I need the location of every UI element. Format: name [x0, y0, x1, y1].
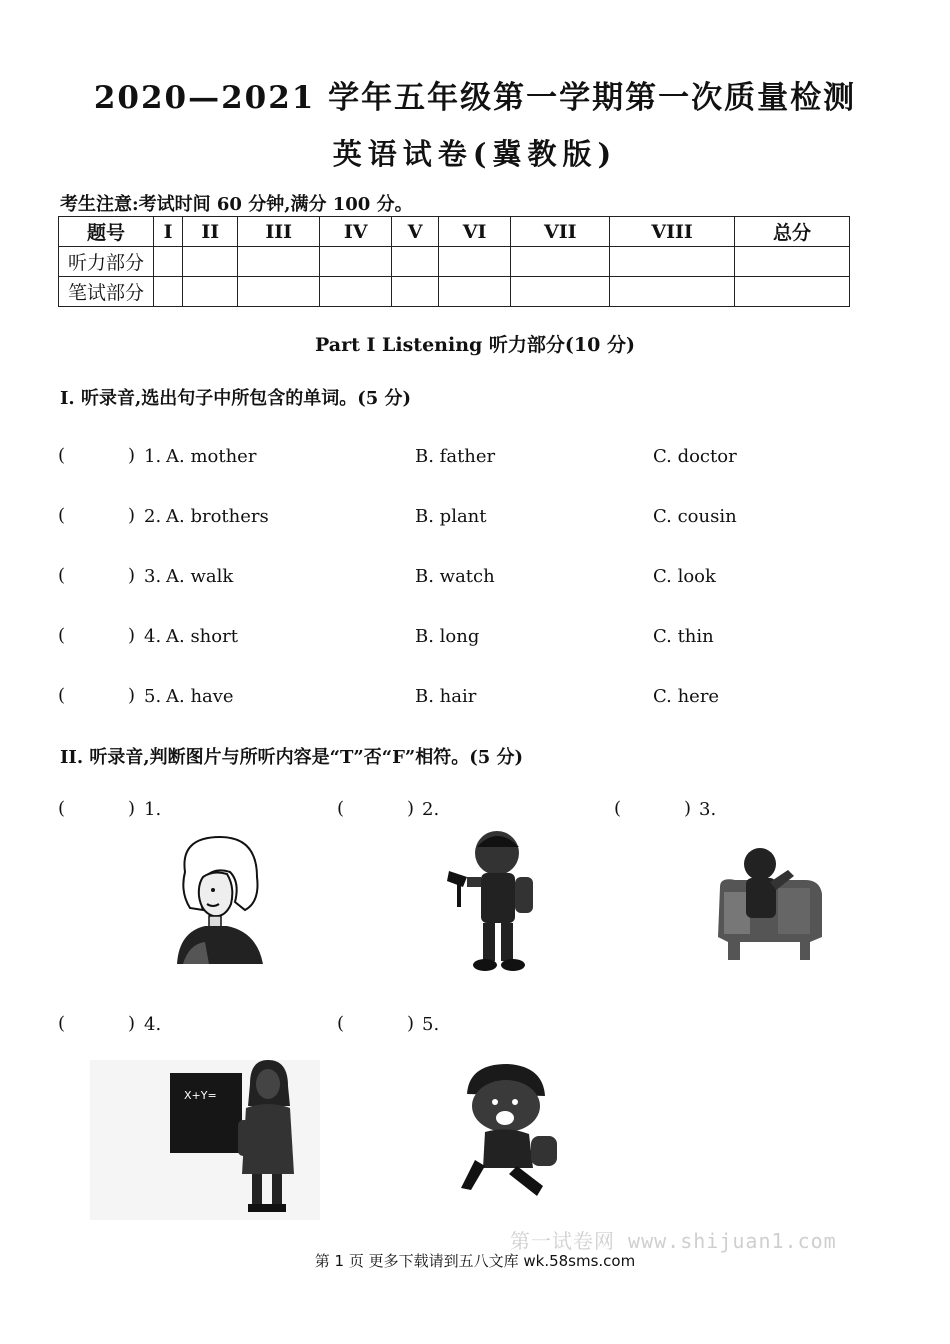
score-cell[interactable]: [183, 277, 238, 307]
score-row-label: 听力部分: [59, 247, 154, 277]
score-cell[interactable]: [392, 277, 438, 307]
answer-blank-close[interactable]: ): [128, 1013, 136, 1034]
score-header-cell: V: [392, 217, 438, 247]
item-number: 4.: [144, 1014, 162, 1035]
score-cell[interactable]: [438, 277, 511, 307]
answer-blank-open[interactable]: (: [58, 505, 66, 526]
answer-blank-open[interactable]: (: [58, 798, 66, 819]
item-number: 3.: [699, 799, 717, 820]
option-c: C. cousin: [653, 506, 737, 527]
answer-blank-open[interactable]: (: [58, 1013, 66, 1034]
score-cell[interactable]: [735, 277, 850, 307]
answer-blank-close[interactable]: ): [128, 505, 136, 526]
score-header-cell: VIII: [610, 217, 735, 247]
score-row-label: 笔试部分: [59, 277, 154, 307]
option-c: C. look: [653, 566, 716, 587]
score-cell[interactable]: [319, 277, 392, 307]
exam-notice: 考生注意:考试时间 60 分钟,满分 100 分。: [60, 194, 413, 215]
option-c: C. thin: [653, 626, 714, 647]
option-a: A. short: [166, 626, 238, 647]
question-number: 1.: [144, 446, 162, 467]
exam-title: 2020—2021 学年五年级第一学期第一次质量检测: [93, 80, 857, 116]
option-c: C. here: [653, 686, 720, 707]
answer-blank-open[interactable]: (: [58, 625, 66, 646]
teacher-picture: [232, 1056, 302, 1216]
score-table-row: [59, 277, 850, 307]
item-number: 5.: [422, 1014, 440, 1035]
watermark: 第一试卷网 www.shijuan1.com: [510, 1229, 837, 1253]
answer-blank-open[interactable]: (: [58, 565, 66, 586]
score-cell[interactable]: [511, 277, 610, 307]
item-number: 2.: [422, 799, 440, 820]
answer-blank-open[interactable]: (: [58, 685, 66, 706]
score-cell[interactable]: [238, 247, 319, 277]
answer-blank-close[interactable]: ): [128, 565, 136, 586]
option-b: B. long: [415, 626, 480, 647]
score-cell[interactable]: [511, 247, 610, 277]
option-a: A. walk: [166, 566, 234, 587]
score-header-cell: 题号: [59, 217, 154, 247]
running-boy-picture: [455, 1060, 565, 1205]
person-in-armchair-picture: [710, 842, 830, 962]
score-cell[interactable]: [735, 247, 850, 277]
blackboard-text: X+Y=: [184, 1089, 217, 1102]
section-2-title: II. 听录音,判断图片与所听内容是“T”否“F”相符。(5 分): [60, 747, 524, 768]
score-cell[interactable]: [610, 277, 735, 307]
score-cell[interactable]: [610, 247, 735, 277]
question-number: 3.: [144, 566, 162, 587]
option-a: A. have: [166, 686, 234, 707]
option-b: B. father: [415, 446, 496, 467]
part-title: Part I Listening 听力部分(10 分): [315, 334, 635, 356]
score-cell[interactable]: [319, 247, 392, 277]
answer-blank-close[interactable]: ): [128, 798, 136, 819]
woman-picture: [165, 832, 275, 967]
answer-blank-open[interactable]: (: [337, 1013, 345, 1034]
exam-subtitle: 英语试卷(冀教版): [332, 137, 618, 171]
answer-blank-open[interactable]: (: [614, 798, 622, 819]
score-header-cell: VI: [438, 217, 511, 247]
question-number: 4.: [144, 626, 162, 647]
option-a: A. mother: [166, 446, 257, 467]
answer-blank-close[interactable]: ): [128, 445, 136, 466]
option-b: B. plant: [415, 506, 487, 527]
score-cell[interactable]: [154, 247, 183, 277]
question-number: 5.: [144, 686, 162, 707]
option-c: C. doctor: [653, 446, 737, 467]
score-cell[interactable]: [154, 277, 183, 307]
score-header-cell: 总分: [735, 217, 850, 247]
answer-blank-close[interactable]: ): [407, 1013, 415, 1034]
score-header-cell: III: [238, 217, 319, 247]
score-cell[interactable]: [392, 247, 438, 277]
answer-blank-close[interactable]: ): [407, 798, 415, 819]
worker-boy-picture: [445, 825, 555, 975]
section-1-title: I. 听录音,选出句子中所包含的单词。(5 分): [60, 388, 412, 409]
score-cell[interactable]: [183, 247, 238, 277]
answer-blank-close[interactable]: ): [684, 798, 692, 819]
score-header-cell: I: [154, 217, 183, 247]
option-a: A. brothers: [166, 506, 269, 527]
score-table: [58, 216, 850, 307]
option-b: B. hair: [415, 686, 477, 707]
answer-blank-open[interactable]: (: [337, 798, 345, 819]
score-header-cell: IV: [319, 217, 392, 247]
answer-blank-close[interactable]: ): [128, 685, 136, 706]
item-number: 1.: [144, 799, 162, 820]
question-number: 2.: [144, 506, 162, 527]
score-cell[interactable]: [438, 247, 511, 277]
answer-blank-open[interactable]: (: [58, 445, 66, 466]
score-cell[interactable]: [238, 277, 319, 307]
score-header-cell: VII: [511, 217, 610, 247]
answer-blank-close[interactable]: ): [128, 625, 136, 646]
score-header-cell: II: [183, 217, 238, 247]
option-b: B. watch: [415, 566, 495, 587]
page-footer: 第 1 页 更多下载请到五八文库 wk.58sms.com: [314, 1252, 636, 1270]
score-table-row: [59, 247, 850, 277]
score-table-header-row: [59, 217, 850, 247]
